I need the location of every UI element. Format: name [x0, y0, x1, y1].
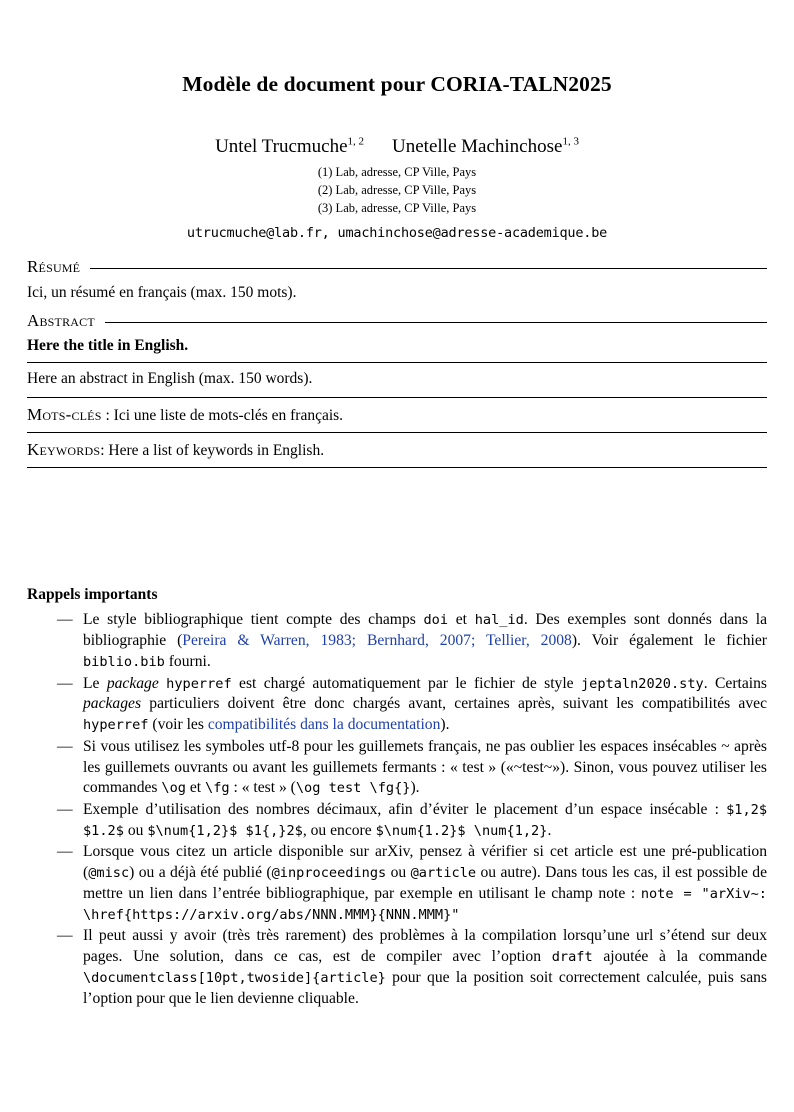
code-span: @article — [410, 865, 477, 882]
abstract-english-title: Here the title in English. — [27, 337, 189, 355]
text-span: . Des exemples sont donnés dans la bibliographie ( — [83, 611, 767, 650]
affiliation-1: (1) Lab, adresse, CP Ville, Pays — [317, 164, 477, 179]
author-2 — [392, 135, 579, 159]
abstract-heading: Abstract — [27, 311, 95, 331]
author-2-affil-marker: 1, 3 — [562, 135, 579, 148]
reminders-section — [27, 586, 767, 1009]
code-span: doi — [423, 612, 449, 629]
keywords-en — [27, 440, 767, 460]
keywords-fr-text: Ici une liste de mots-clés en français. — [113, 407, 344, 425]
author-list — [27, 135, 767, 159]
resume-text: Ici, un résumé en français (max. 150 mots). — [27, 284, 297, 302]
hyperlink[interactable]: compatibilités dans la documentation — [207, 716, 441, 734]
code-span: \fg — [205, 780, 230, 797]
code-span: @inproceedings — [271, 865, 387, 882]
text-span: ). — [410, 779, 420, 797]
affiliation-3: (3) Lab, adresse, CP Ville, Pays — [317, 201, 477, 215]
code-span: hal_id — [474, 612, 524, 629]
abstract-text: Here an abstract in English (max. 150 words). — [27, 370, 313, 388]
document-content — [27, 72, 767, 1010]
text-span: . Certains — [703, 674, 767, 692]
abstract-divider — [27, 362, 767, 363]
abstract-block — [27, 257, 767, 468]
abstract-bottom-rule — [27, 467, 767, 468]
code-span: $\num{1,2}$ $1{,}2$ — [147, 822, 303, 839]
text-span: ) ou a déjà été publié ( — [129, 864, 272, 882]
code-span: note = "arXiv~: \href{https://arxiv.org/abs/NNN.MMM}{NNN.MMM}" — [83, 885, 767, 923]
code-span: hyperref — [166, 675, 232, 692]
text-span: ajoutée à la commande — [592, 948, 767, 966]
keywords-fr-label: Mots-clés — [27, 405, 102, 425]
reminder-item — [57, 737, 767, 799]
abstract-rule — [105, 322, 767, 323]
text-span: ou — [386, 864, 411, 882]
keywords-fr — [27, 405, 767, 425]
resume-heading-row — [27, 257, 767, 277]
resume-heading: Résumé — [27, 257, 81, 277]
author-emails[interactable]: utrucmuche@lab.fr, umachinchose@adresse-academique.be — [186, 225, 608, 242]
author-1-affil-marker: 1, 2 — [347, 135, 365, 148]
code-span: hyperref — [83, 717, 149, 734]
reminder-item — [57, 926, 767, 1009]
text-span: ou autre). Dans tous les cas, il est possible de mettre un lien dans l’entrée bibliographique, par exemple en utilisant le champ note : — [83, 864, 768, 902]
text-span: : « test » ( — [229, 779, 296, 797]
author-1-name: Untel Trucmuche — [215, 136, 348, 157]
keywords-en-separator: : — [100, 442, 109, 460]
reminder-item — [57, 842, 767, 925]
emphasis-span: packages — [83, 695, 142, 713]
keywords-en-text: Here a list of keywords in English. — [108, 442, 325, 460]
keywords-en-label: Keywords — [27, 440, 101, 460]
code-span: jeptaln2020.sty — [580, 675, 704, 692]
reminders-list — [27, 610, 767, 1009]
text-span: ou — [123, 821, 148, 839]
code-span: \documentclass[10pt,twoside]{article} — [83, 969, 386, 986]
code-span: \og — [161, 780, 186, 797]
code-span: \og test \fg{} — [295, 780, 411, 797]
author-1 — [215, 135, 364, 159]
code-span: draft — [551, 949, 593, 966]
text-span: particuliers doivent être donc chargés avant, certaines après, suivant les compatibilités avec — [141, 695, 767, 713]
reminder-item — [57, 800, 767, 841]
keywords-en-divider — [27, 432, 767, 433]
text-span: ). — [440, 716, 450, 734]
text-span: Exemple d’utilisation des nombres décimaux, afin d’éviter le placement d’un espace insécable : — [83, 801, 727, 819]
text-span: , ou encore — [302, 821, 376, 839]
reminder-item — [57, 610, 767, 672]
text-span: (voir les — [148, 716, 208, 734]
emphasis-span: package — [106, 674, 159, 692]
text-span: Lorsque vous citez un article disponible sur arXiv, pensez à vérifier si cet article est une pré-publication ( — [83, 843, 767, 882]
page-title: Modèle de document pour CORIA-TALN2025 — [182, 72, 612, 96]
text-span: Il peut aussi y avoir (très très rarement) des problèmes à la compilation lorsqu’une url s’étend sur deux pages. Une solution, dans ce cas, est de compiler avec l’option — [83, 927, 767, 966]
code-span: biblio.bib — [83, 653, 165, 670]
citation-link[interactable]: Pereira & Warren, 1983; Bernhard, 2007; Tellier, 2008 — [182, 632, 572, 650]
text-span: Si vous utilisez les symboles utf-8 pour les guillemets français, ne pas oublier les espaces insécables ~ après les guillemets ouvrants ou avant les guillemets fermants : « test » («~test~»). Sinon, vous pouvez utiliser les commandes — [83, 737, 767, 797]
code-span: $\num{1.2}$ \num{1,2} — [375, 822, 548, 839]
text-span: et — [185, 779, 206, 797]
text-span: pour que la position soit correctement calculée, puis sans l’option pour que le lien devienne cliquable. — [83, 968, 767, 1007]
resume-rule — [90, 268, 767, 269]
abstract-heading-row — [27, 311, 767, 331]
text-span: . — [547, 821, 552, 839]
text-span: ). Voir également le fichier — [571, 632, 767, 650]
keywords-fr-separator: : — [101, 407, 114, 425]
text-span: Le — [83, 674, 107, 692]
author-2-name: Unetelle Machinchose — [392, 136, 563, 157]
affiliation-2: (2) Lab, adresse, CP Ville, Pays — [317, 182, 477, 197]
reminders-title: Rappels importants — [27, 586, 158, 604]
reminder-item — [57, 674, 767, 736]
code-span: @misc — [88, 865, 130, 882]
keywords-fr-divider — [27, 397, 767, 398]
text-span: fourni. — [164, 652, 211, 670]
text-span: et — [448, 611, 475, 629]
text-span: est chargé automatiquement par le fichier de style — [231, 674, 581, 692]
text-span: Le style bibliographique tient compte des champs — [83, 611, 424, 629]
code-span: $1,2$ $1.2$ — [83, 802, 767, 839]
